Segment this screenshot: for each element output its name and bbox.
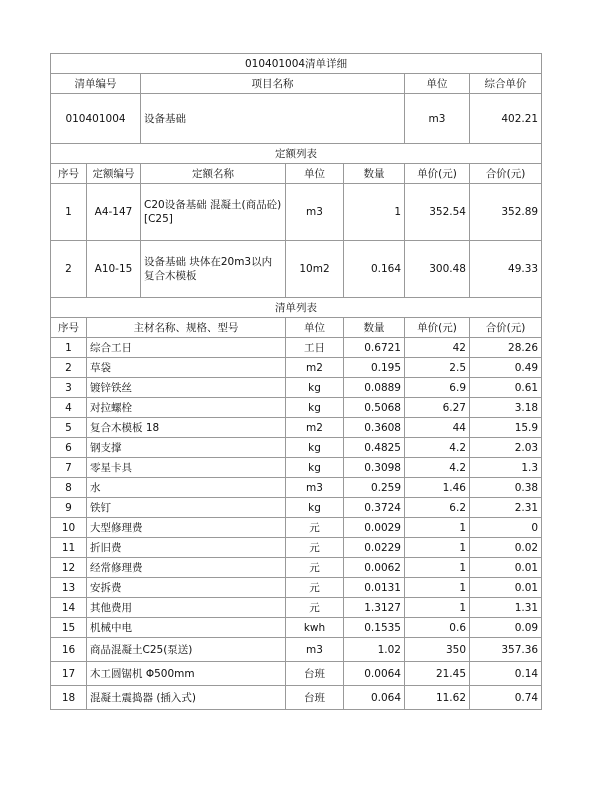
material-total: 0.02 xyxy=(470,538,542,558)
material-unit: 元 xyxy=(286,538,344,558)
material-row xyxy=(51,498,542,518)
material-no: 5 xyxy=(51,418,87,438)
material-price: 0.6 xyxy=(405,618,470,638)
material-no: 13 xyxy=(51,578,87,598)
material-qty: 0.3724 xyxy=(344,498,405,518)
material-total: 1.31 xyxy=(470,598,542,618)
material-row xyxy=(51,638,542,662)
material-row xyxy=(51,662,542,686)
material-qty: 0.0062 xyxy=(344,558,405,578)
material-total: 0.01 xyxy=(470,578,542,598)
material-row xyxy=(51,618,542,638)
quota-no: 1 xyxy=(51,184,87,241)
material-price: 6.9 xyxy=(405,378,470,398)
quota-header-unit: 单位 xyxy=(286,164,344,184)
material-row xyxy=(51,418,542,438)
material-row xyxy=(51,558,542,578)
material-total: 3.18 xyxy=(470,398,542,418)
material-price: 1 xyxy=(405,538,470,558)
material-total: 0.01 xyxy=(470,558,542,578)
material-unit: 台班 xyxy=(286,686,344,710)
bill-unit: m3 xyxy=(405,94,470,144)
quota-qty: 0.164 xyxy=(344,241,405,298)
material-no: 8 xyxy=(51,478,87,498)
material-no: 6 xyxy=(51,438,87,458)
material-unit: kg xyxy=(286,438,344,458)
material-name: 机械中电 xyxy=(87,618,286,638)
material-unit: 元 xyxy=(286,578,344,598)
material-qty: 0.3608 xyxy=(344,418,405,438)
material-no: 2 xyxy=(51,358,87,378)
material-name: 零星卡具 xyxy=(87,458,286,478)
material-qty: 0.3098 xyxy=(344,458,405,478)
material-price: 6.2 xyxy=(405,498,470,518)
quota-row xyxy=(51,184,542,241)
material-total: 0 xyxy=(470,518,542,538)
material-price: 1 xyxy=(405,518,470,538)
material-row xyxy=(51,538,542,558)
material-row xyxy=(51,686,542,710)
material-no: 7 xyxy=(51,458,87,478)
material-total: 15.9 xyxy=(470,418,542,438)
material-name: 草袋 xyxy=(87,358,286,378)
bill-header-row xyxy=(51,74,542,94)
material-total: 357.36 xyxy=(470,638,542,662)
material-row xyxy=(51,598,542,618)
quota-total: 49.33 xyxy=(470,241,542,298)
material-total: 28.26 xyxy=(470,338,542,358)
quota-header-price: 单价(元) xyxy=(405,164,470,184)
bill-code: 010401004 xyxy=(51,94,141,144)
material-unit: 工日 xyxy=(286,338,344,358)
material-qty: 0.195 xyxy=(344,358,405,378)
material-price: 4.2 xyxy=(405,438,470,458)
header-item-name: 项目名称 xyxy=(141,74,405,94)
bill-unit-price: 402.21 xyxy=(470,94,542,144)
quota-header-name: 定额名称 xyxy=(141,164,286,184)
material-unit: kg xyxy=(286,498,344,518)
material-name: 木工圆锯机 Φ500mm xyxy=(87,662,286,686)
quota-name: C20设备基础 混凝土(商品砼)[C25] xyxy=(141,184,286,241)
material-total: 0.09 xyxy=(470,618,542,638)
material-no: 15 xyxy=(51,618,87,638)
header-unit-price: 综合单价 xyxy=(470,74,542,94)
material-qty: 0.064 xyxy=(344,686,405,710)
quota-header-qty: 数量 xyxy=(344,164,405,184)
material-qty: 0.0029 xyxy=(344,518,405,538)
quota-unit: 10m2 xyxy=(286,241,344,298)
material-row xyxy=(51,378,542,398)
material-unit: kg xyxy=(286,398,344,418)
material-no: 12 xyxy=(51,558,87,578)
material-no: 18 xyxy=(51,686,87,710)
material-name: 大型修理费 xyxy=(87,518,286,538)
material-name: 商品混凝土C25(泵送) xyxy=(87,638,286,662)
material-qty: 1.02 xyxy=(344,638,405,662)
quota-code: A4-147 xyxy=(87,184,141,241)
material-header-total: 合价(元) xyxy=(470,318,542,338)
material-row xyxy=(51,458,542,478)
material-price: 1 xyxy=(405,598,470,618)
material-total: 0.61 xyxy=(470,378,542,398)
material-no: 10 xyxy=(51,518,87,538)
material-row xyxy=(51,358,542,378)
material-header-qty: 数量 xyxy=(344,318,405,338)
quota-no: 2 xyxy=(51,241,87,298)
quota-section-title: 定额列表 xyxy=(51,144,542,164)
material-price: 1.46 xyxy=(405,478,470,498)
material-name: 经常修理费 xyxy=(87,558,286,578)
quota-qty: 1 xyxy=(344,184,405,241)
material-unit: 元 xyxy=(286,598,344,618)
material-unit: m3 xyxy=(286,478,344,498)
material-name: 复合木模板 18 xyxy=(87,418,286,438)
header-unit: 单位 xyxy=(405,74,470,94)
bill-name: 设备基础 xyxy=(141,94,405,144)
material-price: 2.5 xyxy=(405,358,470,378)
material-unit: m2 xyxy=(286,358,344,378)
material-section-title: 清单列表 xyxy=(51,298,542,318)
material-row xyxy=(51,338,542,358)
material-no: 16 xyxy=(51,638,87,662)
quota-code: A10-15 xyxy=(87,241,141,298)
material-no: 3 xyxy=(51,378,87,398)
material-name: 其他费用 xyxy=(87,598,286,618)
material-section-row xyxy=(51,298,542,318)
material-price: 1 xyxy=(405,578,470,598)
material-qty: 0.259 xyxy=(344,478,405,498)
material-row xyxy=(51,578,542,598)
material-qty: 0.1535 xyxy=(344,618,405,638)
material-total: 2.03 xyxy=(470,438,542,458)
material-price: 6.27 xyxy=(405,398,470,418)
material-row xyxy=(51,438,542,458)
header-bill-code: 清单编号 xyxy=(51,74,141,94)
material-name: 钢支撑 xyxy=(87,438,286,458)
quota-section-row xyxy=(51,144,542,164)
material-total: 0.49 xyxy=(470,358,542,378)
material-header-no: 序号 xyxy=(51,318,87,338)
material-price: 44 xyxy=(405,418,470,438)
material-qty: 1.3127 xyxy=(344,598,405,618)
material-name: 折旧费 xyxy=(87,538,286,558)
material-price: 4.2 xyxy=(405,458,470,478)
material-total: 0.38 xyxy=(470,478,542,498)
material-row xyxy=(51,518,542,538)
material-unit: kg xyxy=(286,378,344,398)
material-no: 1 xyxy=(51,338,87,358)
material-name: 综合工日 xyxy=(87,338,286,358)
bill-detail-table xyxy=(50,53,542,710)
material-qty: 0.0889 xyxy=(344,378,405,398)
material-no: 11 xyxy=(51,538,87,558)
material-price: 21.45 xyxy=(405,662,470,686)
material-unit: kg xyxy=(286,458,344,478)
quota-price: 300.48 xyxy=(405,241,470,298)
quota-header-row xyxy=(51,164,542,184)
material-header-price: 单价(元) xyxy=(405,318,470,338)
table-title: 010401004清单详细 xyxy=(51,54,542,74)
material-qty: 0.0131 xyxy=(344,578,405,598)
quota-header-total: 合价(元) xyxy=(470,164,542,184)
quota-header-code: 定额编号 xyxy=(87,164,141,184)
material-no: 17 xyxy=(51,662,87,686)
material-total: 1.3 xyxy=(470,458,542,478)
quota-name: 设备基础 块体在20m3以内 复合木模板 xyxy=(141,241,286,298)
quota-price: 352.54 xyxy=(405,184,470,241)
material-no: 14 xyxy=(51,598,87,618)
material-name: 铁钉 xyxy=(87,498,286,518)
quota-row xyxy=(51,241,542,298)
material-qty: 0.5068 xyxy=(344,398,405,418)
material-qty: 0.6721 xyxy=(344,338,405,358)
material-no: 4 xyxy=(51,398,87,418)
material-qty: 0.0064 xyxy=(344,662,405,686)
bill-row xyxy=(51,94,542,144)
material-unit: 元 xyxy=(286,558,344,578)
material-price: 42 xyxy=(405,338,470,358)
material-qty: 0.0229 xyxy=(344,538,405,558)
material-header-name: 主材名称、规格、型号 xyxy=(87,318,286,338)
material-unit: m3 xyxy=(286,638,344,662)
material-name: 水 xyxy=(87,478,286,498)
material-unit: 元 xyxy=(286,518,344,538)
material-unit: 台班 xyxy=(286,662,344,686)
material-row xyxy=(51,398,542,418)
material-name: 安拆费 xyxy=(87,578,286,598)
material-price: 350 xyxy=(405,638,470,662)
material-total: 0.14 xyxy=(470,662,542,686)
quota-header-no: 序号 xyxy=(51,164,87,184)
material-price: 11.62 xyxy=(405,686,470,710)
material-name: 镀锌铁丝 xyxy=(87,378,286,398)
material-no: 9 xyxy=(51,498,87,518)
material-unit: m2 xyxy=(286,418,344,438)
material-name: 混凝土震捣器 (插入式) xyxy=(87,686,286,710)
quota-unit: m3 xyxy=(286,184,344,241)
material-price: 1 xyxy=(405,558,470,578)
material-row xyxy=(51,478,542,498)
material-unit: kwh xyxy=(286,618,344,638)
material-qty: 0.4825 xyxy=(344,438,405,458)
quota-total: 352.89 xyxy=(470,184,542,241)
title-row xyxy=(51,54,542,74)
material-total: 2.31 xyxy=(470,498,542,518)
material-total: 0.74 xyxy=(470,686,542,710)
material-header-row xyxy=(51,318,542,338)
material-name: 对拉螺栓 xyxy=(87,398,286,418)
material-header-unit: 单位 xyxy=(286,318,344,338)
